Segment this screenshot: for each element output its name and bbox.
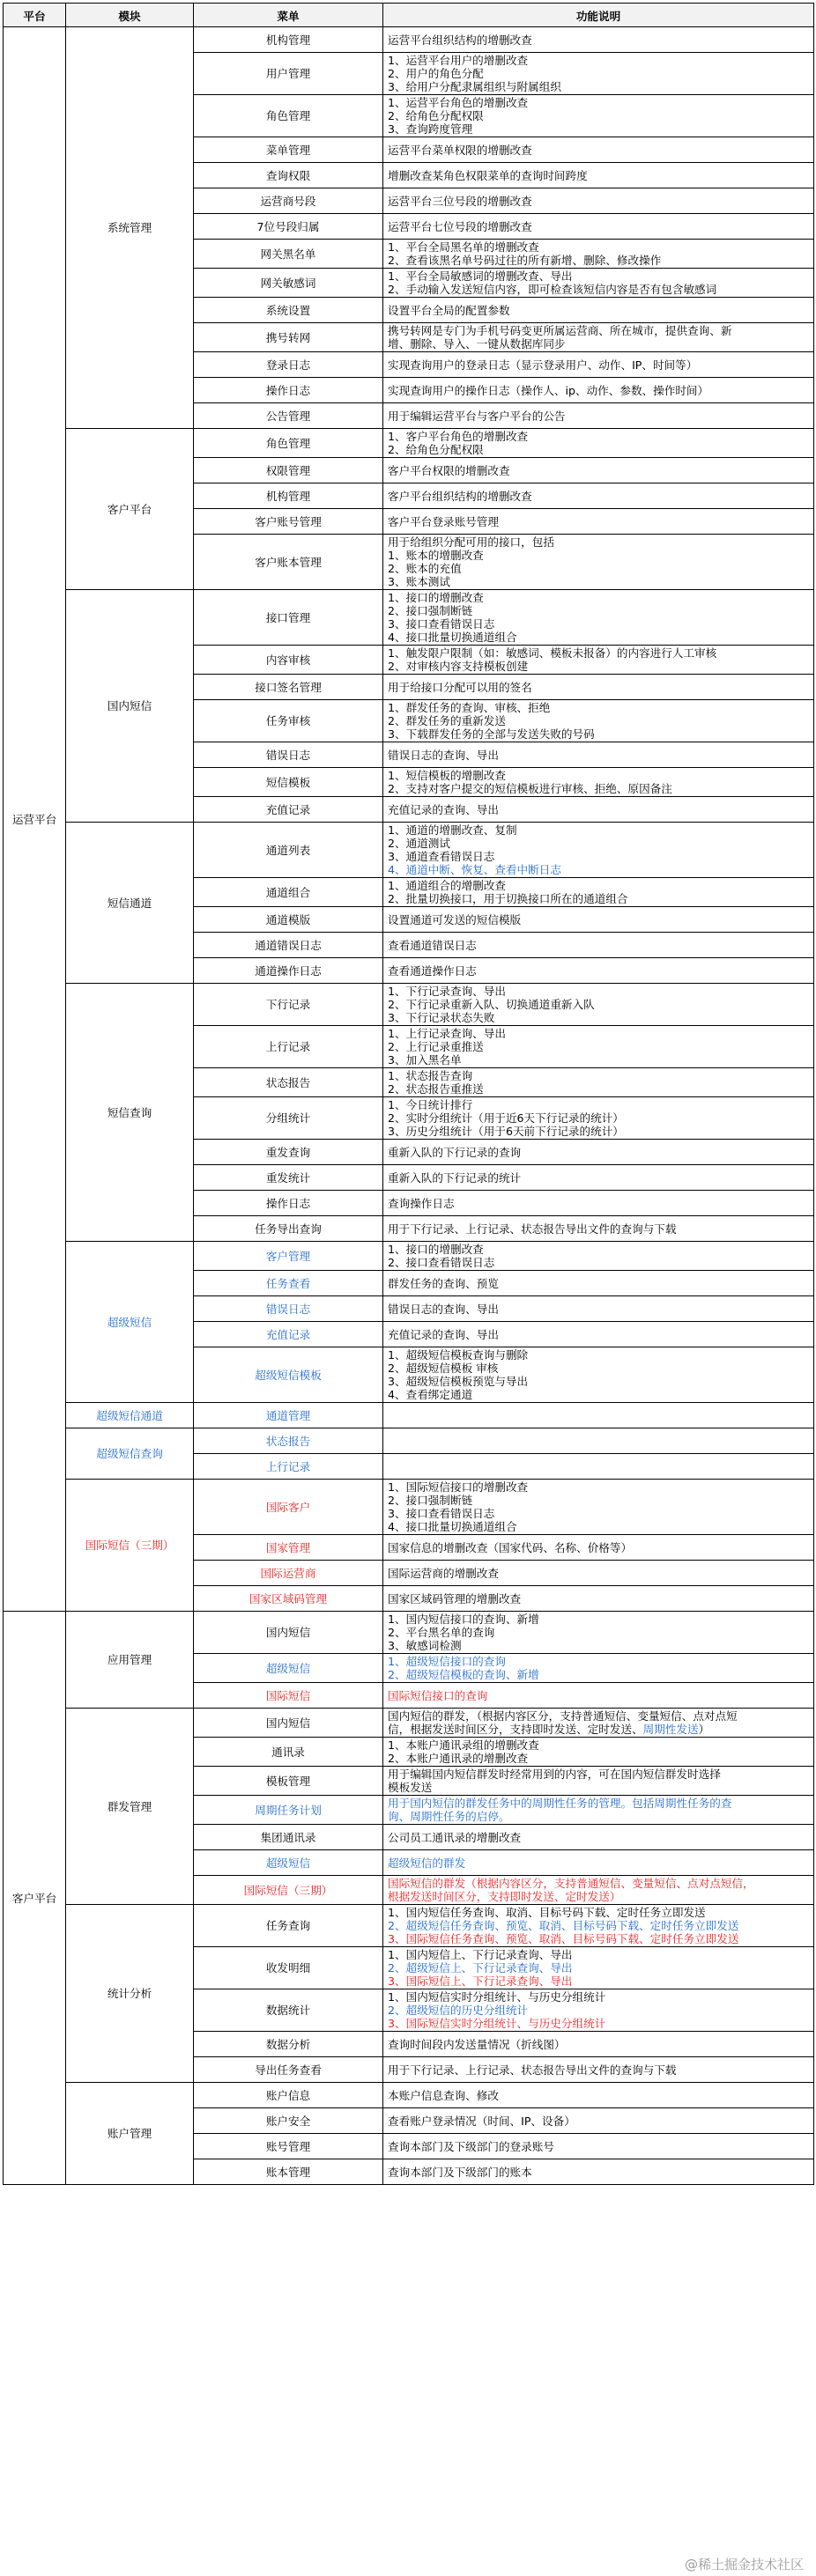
function-cell: [383, 1612, 814, 1654]
menu-cell: 收发明细: [194, 1947, 383, 1989]
function-line: 1、本账户通讯录组的增删改查: [388, 1738, 539, 1752]
platform-cell: 运营平台: [4, 27, 66, 1612]
function-line: 2、对审核内容支持模板创建: [388, 660, 529, 673]
function-cell: [383, 1709, 814, 1738]
menu-cell: 上行记录: [194, 1454, 383, 1480]
menu-cell: 内容审核: [194, 646, 383, 675]
function-line: 4、接口批量切换通道组合: [388, 631, 517, 644]
function-line: 充值记录的查询、导出: [388, 1327, 499, 1341]
function-line: 错误日志的查询、导出: [388, 1302, 499, 1316]
function-line: 1、国际短信接口的增删改查: [388, 1480, 529, 1494]
function-cell: [383, 403, 814, 429]
function-cell: [383, 1068, 814, 1097]
menu-cell: 机构管理: [194, 483, 383, 509]
function-cell: [383, 1242, 814, 1271]
function-line: 1、短信模板的增删改查: [388, 769, 506, 782]
function-cell: [383, 1165, 814, 1191]
menu-cell: 超级短信: [194, 1654, 383, 1683]
function-line: 1、平台全局敏感词的增删改查、导出: [388, 269, 573, 283]
function-line: 用于下行记录、上行记录、状态报告导出文件的查询与下载: [388, 1222, 677, 1236]
function-cell: [383, 700, 814, 742]
menu-cell: 模板管理: [194, 1767, 383, 1796]
function-line: 用于给接口分配可以用的签名: [388, 680, 532, 694]
function-line: 1、客户平台角色的增删改查: [388, 430, 529, 443]
function-line: 实现查询用户的登录日志（显示登录用户、动作、IP、时间等）: [388, 358, 698, 372]
table-body: [4, 27, 814, 2185]
function-cell: [383, 742, 814, 768]
function-line: 国内短信的群发，（根据内容区分，支持普通短信、变量短信、点对点短: [388, 1709, 738, 1723]
menu-cell: 通道错误日志: [194, 933, 383, 958]
function-cell: [383, 137, 814, 163]
menu-cell: 客户账本管理: [194, 535, 383, 590]
function-cell: [383, 53, 814, 95]
function-line: 客户平台组织结构的增删改查: [388, 489, 532, 503]
menu-cell: 下行记录: [194, 984, 383, 1026]
function-cell: [383, 933, 814, 958]
menu-cell: 国际短信（三期）: [194, 1876, 383, 1905]
menu-cell: 国际运营商: [194, 1561, 383, 1586]
menu-cell: 上行记录: [194, 1026, 383, 1068]
function-line: 3、接口查看错误日志: [388, 1507, 495, 1520]
function-line: 1、国内短信接口的查询、新增: [388, 1613, 539, 1626]
function-cell: [383, 1654, 814, 1683]
function-cell: [383, 1586, 814, 1612]
function-line: 2、状态报告重推送: [388, 1082, 484, 1096]
function-line: 1、超级短信模板查询与删除: [388, 1348, 529, 1362]
function-line: 1、群发任务的查询、审核、拒绝: [388, 701, 551, 714]
function-line: [388, 1460, 809, 1473]
function-line: 国家区域码管理的增删改查: [388, 1591, 522, 1605]
menu-cell: 重发查询: [194, 1140, 383, 1165]
menu-cell: 分组统计: [194, 1097, 383, 1140]
function-line: 国家信息的增删改查（国家代码、名称、价格等）: [388, 1540, 633, 1554]
header-menu: 菜单: [194, 4, 383, 27]
function-line: 1、超级短信接口的查询: [388, 1655, 506, 1668]
menu-cell: 错误日志: [194, 742, 383, 768]
function-line: 携号转网是专门为手机号码变更所属运营商、所在城市，提供查询、新: [388, 324, 732, 337]
function-cell: [383, 958, 814, 984]
function-cell: [383, 352, 814, 378]
function-line: 客户平台权限的增删改查: [388, 463, 510, 477]
menu-cell: 任务导出查询: [194, 1216, 383, 1242]
menu-cell: 机构管理: [194, 27, 383, 53]
function-cell: [383, 509, 814, 535]
function-line: 2、下行记录重新入队、切换通道重新入队: [388, 998, 595, 1011]
function-cell: [383, 1989, 814, 2032]
function-line: 2、超级短信的历史分组统计: [388, 2004, 529, 2017]
function-line: 运营平台组织结构的增删改查: [388, 33, 532, 47]
function-line: 2、查看该黑名单号码过往的所有新增、删除、修改操作: [388, 254, 662, 267]
header-module: 模块: [66, 4, 194, 27]
menu-cell: 国内短信: [194, 1709, 383, 1738]
function-line: 4、接口批量切换通道组合: [388, 1520, 517, 1533]
table-row: [4, 1428, 814, 1454]
function-cell: [383, 458, 814, 483]
menu-cell: 权限管理: [194, 458, 383, 483]
function-cell: [383, 1347, 814, 1403]
menu-cell: 客户账号管理: [194, 509, 383, 535]
function-line: 用于编辑运营平台与客户平台的公告: [388, 409, 566, 423]
function-cell: [383, 1561, 814, 1586]
module-cell: 账户管理: [66, 2083, 194, 2185]
function-line: 1、账本的增删改查: [388, 549, 484, 562]
menu-cell: 短信模板: [194, 768, 383, 797]
menu-cell: 导出任务查看: [194, 2057, 383, 2083]
menu-cell: 7位号段归属: [194, 214, 383, 240]
function-line: 1、通道组合的增删改查: [388, 879, 506, 892]
function-cell: [383, 27, 814, 53]
function-cell: [383, 323, 814, 352]
function-line: 国际运营商的增删改查: [388, 1566, 499, 1580]
function-cell: [383, 646, 814, 675]
module-cell: 系统管理: [66, 27, 194, 429]
function-line: 超级短信的群发: [388, 1856, 466, 1870]
menu-cell: 国家管理: [194, 1535, 383, 1561]
function-line: 用于国内短信的群发任务中的周期性任务的管理。包括周期性任务的查: [388, 1797, 732, 1810]
function-line: 2、给角色分配权限: [388, 443, 484, 456]
menu-cell: 集团通讯录: [194, 1825, 383, 1850]
function-cell: [383, 878, 814, 907]
function-line: 运营平台三位号段的增删改查: [388, 194, 532, 208]
menu-cell: 通道组合: [194, 878, 383, 907]
module-cell: 超级短信查询: [66, 1428, 194, 1480]
function-line: 2、平台黑名单的查询: [388, 1626, 495, 1639]
menu-cell: 账本管理: [194, 2159, 383, 2185]
menu-cell: 状态报告: [194, 1068, 383, 1097]
function-line: 查询操作日志: [388, 1196, 455, 1210]
function-line: 增删改查某角色权限菜单的查询时间跨度: [388, 168, 588, 182]
function-line: 本账户信息查询、修改: [388, 2088, 499, 2102]
function-cell: [383, 188, 814, 214]
function-cell: [383, 1738, 814, 1767]
function-cell: [383, 429, 814, 458]
table-row: [4, 27, 814, 53]
function-line: 1、运营平台角色的增删改查: [388, 96, 529, 109]
menu-cell: 超级短信: [194, 1850, 383, 1876]
table-row: [4, 984, 814, 1026]
function-cell: [383, 1428, 814, 1454]
function-cell: [383, 1480, 814, 1535]
menu-cell: 角色管理: [194, 95, 383, 137]
function-line: 3、国际短信实时分组统计、与历史分组统计: [388, 2017, 606, 2030]
module-cell: 短信查询: [66, 984, 194, 1242]
function-line: 3、下载群发任务的全部与发送失败的号码: [388, 727, 595, 741]
header-platform: 平台: [4, 4, 66, 27]
menu-cell: 操作日志: [194, 378, 383, 403]
function-line: 3、通道查看错误日志: [388, 850, 495, 863]
function-line: 用于下行记录、上行记录、状态报告导出文件的查询与下载: [388, 2063, 677, 2077]
function-line: 运营平台七位号段的增删改查: [388, 219, 532, 233]
menu-cell: 账户信息: [194, 2083, 383, 2108]
function-line: 1、国内短信实时分组统计、与历史分组统计: [388, 1990, 606, 2004]
function-cell: [383, 1322, 814, 1347]
function-cell: [383, 1947, 814, 1989]
function-cell: [383, 1191, 814, 1216]
function-line: 2、批量切换接口，用于切换接口所在的通道组合: [388, 892, 628, 905]
module-cell: 超级短信通道: [66, 1403, 194, 1428]
function-line: 客户平台登录账号管理: [388, 514, 499, 528]
menu-cell: 通讯录: [194, 1738, 383, 1767]
function-line: 公司员工通讯录的增删改查: [388, 1830, 522, 1844]
module-cell: 国际短信（三期）: [66, 1480, 194, 1612]
table-row: [4, 429, 814, 458]
function-line: 3、国际短信上、下行记录查询、导出: [388, 1974, 573, 1988]
function-cell: [383, 240, 814, 269]
function-line: 1、接口的增删改查: [388, 591, 484, 604]
header-row: [4, 4, 814, 27]
menu-cell: 周期任务计划: [194, 1796, 383, 1825]
function-cell: [383, 2159, 814, 2185]
platform-cell: 客户平台: [4, 1612, 66, 2185]
module-cell: 超级短信: [66, 1242, 194, 1403]
table-row: [4, 590, 814, 646]
menu-cell: 登录日志: [194, 352, 383, 378]
menu-cell: 操作日志: [194, 1191, 383, 1216]
menu-cell: 通道管理: [194, 1403, 383, 1428]
function-cell: [383, 590, 814, 646]
function-line: 实现查询用户的操作日志（操作人、ip、动作、参数、操作时间）: [388, 383, 709, 397]
function-cell: [383, 1140, 814, 1165]
function-line: 充值记录的查询、导出: [388, 802, 499, 816]
function-cell: [383, 1535, 814, 1561]
function-cell: [383, 797, 814, 823]
menu-cell: 接口签名管理: [194, 675, 383, 700]
function-line: 查看通道错误日志: [388, 938, 477, 952]
function-cell: [383, 214, 814, 240]
function-line: 运营平台菜单权限的增删改查: [388, 143, 532, 157]
menu-cell: 账户安全: [194, 2108, 383, 2134]
menu-cell: 通道操作日志: [194, 958, 383, 984]
function-cell: [383, 823, 814, 878]
menu-cell: 用户管理: [194, 53, 383, 95]
function-line: 2、用户的角色分配: [388, 67, 484, 80]
function-line: 1、通道的增删改查、复制: [388, 823, 517, 837]
module-cell: 客户平台: [66, 429, 194, 590]
menu-cell: 运营商号段: [194, 188, 383, 214]
menu-cell: 充值记录: [194, 1322, 383, 1347]
menu-cell: 网关敏感词: [194, 269, 383, 298]
function-line: 根据发送时间区分，支持即时发送、定时发送）: [388, 1890, 621, 1903]
function-cell: [383, 1905, 814, 1947]
function-cell: [383, 95, 814, 137]
table-row: [4, 1480, 814, 1535]
function-line: 1、触发限户限制（如：敏感词、模板未报备）的内容进行人工审核: [388, 646, 717, 660]
function-line: 设置平台全局的配置参数: [388, 303, 510, 317]
function-line: 2、实时分组统计（用于近6天下行记录的统计）: [388, 1111, 624, 1125]
function-line: 1、平台全局黑名单的增删改查: [388, 240, 539, 254]
menu-cell: 重发统计: [194, 1165, 383, 1191]
menu-cell: 数据统计: [194, 1989, 383, 2032]
function-cell: [383, 1403, 814, 1428]
menu-cell: 客户管理: [194, 1242, 383, 1271]
function-cell: [383, 378, 814, 403]
menu-cell: 状态报告: [194, 1428, 383, 1454]
function-line: 错误日志的查询、导出: [388, 748, 499, 762]
function-line: 2、超级短信模板 审核: [388, 1362, 499, 1375]
function-line: 3、账本测试: [388, 575, 450, 588]
function-cell: [383, 1216, 814, 1242]
module-cell: 应用管理: [66, 1612, 194, 1709]
function-line: 设置通道可发送的短信模版: [388, 912, 522, 926]
function-line: 查询本部门及下级部门的账本: [388, 2165, 532, 2179]
function-cell: [383, 1850, 814, 1876]
function-line: 信，根据发送时间区分，支持即时发送、定时发送、周期性发送）: [388, 1723, 710, 1736]
menu-cell: 查询权限: [194, 163, 383, 188]
function-line: 2、通道测试: [388, 837, 450, 850]
function-line: 1、接口的增删改查: [388, 1243, 484, 1256]
function-cell: [383, 163, 814, 188]
function-cell: [383, 675, 814, 700]
function-line: 1、国内短信上、下行记录查询、导出: [388, 1948, 573, 1961]
function-line: 2、本账户通讯录的增删改查: [388, 1752, 529, 1765]
function-line: 4、通道中断、恢复、查看中断日志: [388, 863, 561, 876]
module-cell: 国内短信: [66, 590, 194, 823]
function-line: 1、运营平台用户的增删改查: [388, 54, 529, 67]
function-cell: [383, 2057, 814, 2083]
function-cell: [383, 1825, 814, 1850]
function-cell: [383, 1796, 814, 1825]
menu-cell: 网关黑名单: [194, 240, 383, 269]
function-line: 用于编辑国内短信群发时经常用到的内容，可在国内短信群发时选择: [388, 1768, 721, 1781]
function-line: 1、状态报告查询: [388, 1069, 473, 1082]
function-line: 2、手动输入发送短信内容，即可检查该短信内容是否有包含敏感词: [388, 283, 717, 296]
function-line: [388, 1435, 809, 1448]
table-row: [4, 823, 814, 878]
menu-cell: 通道模版: [194, 907, 383, 933]
function-line: 查询时间段内发送量情况（折线图）: [388, 2037, 566, 2051]
menu-cell: 接口管理: [194, 590, 383, 646]
menu-cell: 账号管理: [194, 2134, 383, 2159]
function-line: 重新入队的下行记录的统计: [388, 1170, 522, 1185]
menu-cell: 国际客户: [194, 1480, 383, 1535]
function-line: [388, 1409, 809, 1422]
function-cell: [383, 535, 814, 590]
table-row: [4, 2083, 814, 2108]
highlight-text: 周期性发送: [642, 1723, 699, 1736]
function-line: 3、国际短信任务查询、预览、取消、目标号码下载、定时任务立即发送: [388, 1932, 739, 1945]
function-cell: [383, 984, 814, 1026]
table-row: [4, 1709, 814, 1738]
function-line: 国际短信接口的查询: [388, 1688, 488, 1702]
function-cell: [383, 768, 814, 797]
function-line: 1、国内短信任务查询、取消、目标号码下载、定时任务立即发送: [388, 1906, 706, 1919]
function-line: 1、今日统计排行: [388, 1098, 473, 1111]
menu-cell: 数据分析: [194, 2032, 383, 2057]
function-line: 查询本部门及下级部门的登录账号: [388, 2139, 554, 2153]
function-cell: [383, 269, 814, 298]
table-row: [4, 1905, 814, 1947]
menu-cell: 超级短信模板: [194, 1347, 383, 1403]
function-line: 2、账本的充值: [388, 562, 462, 575]
menu-cell: 国内短信: [194, 1612, 383, 1654]
menu-cell: 菜单管理: [194, 137, 383, 163]
function-cell: [383, 1296, 814, 1322]
menu-cell: 系统设置: [194, 298, 383, 323]
menu-cell: 任务审核: [194, 700, 383, 742]
function-cell: [383, 298, 814, 323]
function-line: 3、敏感词检测: [388, 1639, 462, 1652]
table-row: [4, 1242, 814, 1271]
function-cell: [383, 1767, 814, 1796]
function-line: 3、下行记录状态失败: [388, 1011, 495, 1024]
menu-cell: 国家区域码管理: [194, 1586, 383, 1612]
function-line: 增、删除、导入、一键从数据库同步: [388, 337, 566, 351]
function-cell: [383, 1876, 814, 1905]
function-cell: [383, 1683, 814, 1709]
function-line: 3、接口查看错误日志: [388, 617, 495, 631]
function-cell: [383, 2108, 814, 2134]
function-line: 查看账户登录情况（时间、IP、设备）: [388, 2114, 575, 2128]
module-cell: 群发管理: [66, 1709, 194, 1905]
function-cell: [383, 483, 814, 509]
function-line: 3、历史分组统计（用于6天前下行记录的统计）: [388, 1125, 624, 1138]
menu-cell: 任务查询: [194, 1905, 383, 1947]
function-line: 3、查询跨度管理: [388, 122, 473, 136]
function-line: 用于给组织分配可用的接口，包括: [388, 535, 554, 549]
function-line: 2、接口查看错误日志: [388, 1256, 495, 1269]
header-description: 功能说明: [383, 4, 814, 27]
function-line: 2、群发任务的重新发送: [388, 714, 506, 727]
function-line: 2、超级短信上、下行记录查询、导出: [388, 1961, 573, 1974]
menu-cell: 角色管理: [194, 429, 383, 458]
table-row: [4, 1612, 814, 1654]
menu-cell: 任务查看: [194, 1271, 383, 1296]
function-line: 1、下行记录查询、导出: [388, 985, 506, 998]
function-line: 国际短信的群发（根据内容区分，支持普通短信、变量短信、点对点短信，: [388, 1877, 754, 1890]
menu-cell: 国际短信: [194, 1683, 383, 1709]
function-line: 1、上行记录查询、导出: [388, 1027, 506, 1040]
function-line: 4、查看绑定通道: [388, 1388, 473, 1401]
menu-cell: 公告管理: [194, 403, 383, 429]
function-line: 3、加入黑名单: [388, 1053, 462, 1067]
function-line: 模板发送: [388, 1781, 433, 1794]
function-cell: [383, 1454, 814, 1480]
menu-cell: 错误日志: [194, 1296, 383, 1322]
function-line: 群发任务的查询、预览: [388, 1276, 499, 1290]
function-cell: [383, 1271, 814, 1296]
function-line: 2、上行记录重推送: [388, 1040, 484, 1053]
table-row: [4, 1403, 814, 1428]
function-line: 2、接口强制断链: [388, 604, 473, 617]
function-cell: [383, 2134, 814, 2159]
function-table: [3, 3, 814, 2185]
menu-cell: 携号转网: [194, 323, 383, 352]
function-line: 2、支持对客户提交的短信模板进行审核、拒绝、原因备注: [388, 782, 672, 795]
menu-cell: 充值记录: [194, 797, 383, 823]
function-line: 2、超级短信任务查询、预览、取消、目标号码下载、定时任务立即发送: [388, 1919, 739, 1932]
function-line: 2、超级短信模板的查询、新增: [388, 1668, 539, 1681]
function-line: 查看通道操作日志: [388, 963, 477, 978]
function-cell: [383, 2032, 814, 2057]
watermark: @稀土掘金技术社区: [684, 2557, 804, 2572]
function-line: 重新入队的下行记录的查询: [388, 1145, 522, 1159]
function-line: 3、超级短信模板预览与导出: [388, 1375, 529, 1388]
module-cell: 短信通道: [66, 823, 194, 984]
module-cell: 统计分析: [66, 1905, 194, 2083]
function-line: 询、周期性任务的启停。: [388, 1810, 510, 1823]
function-cell: [383, 2083, 814, 2108]
menu-cell: 通道列表: [194, 823, 383, 878]
function-line: 3、给用户分配隶属组织与附属组织: [388, 80, 561, 93]
function-cell: [383, 1097, 814, 1140]
function-cell: [383, 1026, 814, 1068]
function-line: 2、给角色分配权限: [388, 109, 484, 122]
function-cell: [383, 907, 814, 933]
function-line: 2、接口强制断链: [388, 1494, 473, 1507]
